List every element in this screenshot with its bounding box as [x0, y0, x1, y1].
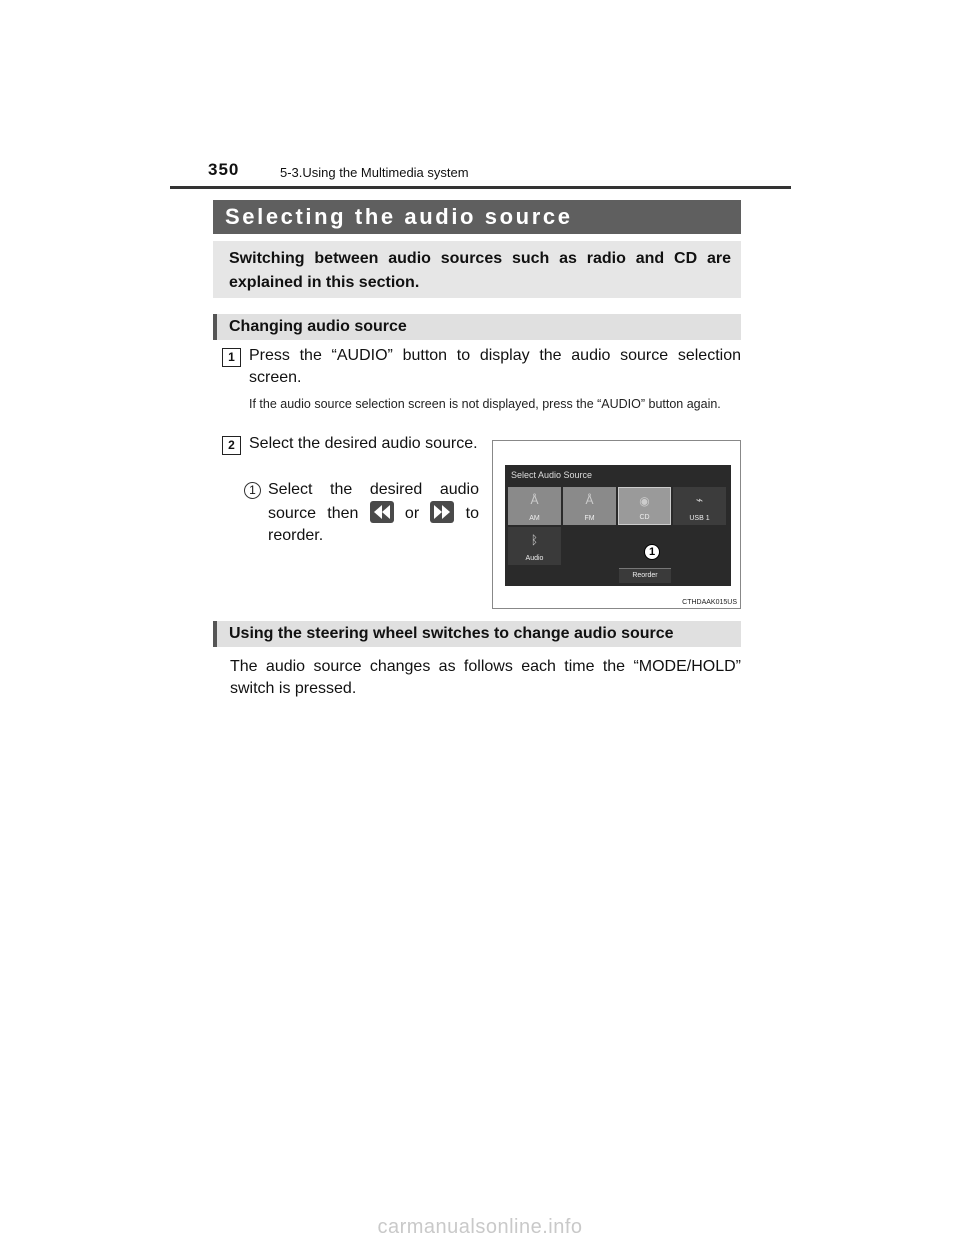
- section-heading-steering-wheel: [213, 621, 741, 647]
- watermark: carmanualsonline.info: [377, 1216, 583, 1238]
- page-number: 350: [208, 160, 240, 179]
- tile-label: Audio: [525, 555, 544, 562]
- step-1-text: Press the “AUDIO” button to display the audio source selection screen.: [249, 347, 741, 386]
- rewind-icon: [370, 501, 394, 523]
- tile-cd: [618, 487, 671, 525]
- substep-text-or: or: [404, 505, 420, 522]
- section-heading-text: Using the steering wheel switches to change audio source: [229, 625, 674, 642]
- disc-icon: ◉: [639, 494, 650, 508]
- running-header: 5-3.Using the Multimedia system: [280, 165, 469, 180]
- tile-label: FM: [584, 515, 595, 522]
- heading-bar: [213, 314, 217, 340]
- step-number-2: 2: [222, 436, 241, 455]
- antenna-icon: Å: [585, 493, 594, 507]
- step-2-text: Select the desired audio source.: [249, 435, 478, 452]
- reorder-button: Reorder: [619, 568, 671, 583]
- audio-source-screen: [505, 465, 731, 586]
- substep-text: [268, 479, 479, 547]
- bluetooth-icon: ᛒ: [530, 533, 539, 547]
- usb-icon: ⌁: [695, 493, 704, 507]
- tile-label: CD: [639, 514, 650, 521]
- antenna-icon: Å: [530, 493, 539, 507]
- intro-text: Switching between audio sources such as radio and CD are explained in this section.: [229, 250, 731, 291]
- intro-box: [213, 241, 741, 298]
- fast-forward-icon: [430, 501, 454, 523]
- figure-callout-1: 1: [644, 544, 660, 560]
- title-bar: [213, 200, 741, 234]
- screen-title: Select Audio Source: [511, 470, 593, 480]
- step-1-note: If the audio source selection screen is not displayed, press the “AUDIO” button again.: [249, 397, 721, 411]
- header-rule: [170, 186, 791, 189]
- substep-text-after: to reorder.: [268, 505, 479, 544]
- tile-label: AM: [529, 515, 540, 522]
- step-number-1: 1: [222, 348, 241, 367]
- figure-id: CTHDAAK015US: [682, 599, 737, 606]
- section-2-text: The audio source changes as follows each time the “MODE/HOLD” switch is pressed.: [230, 658, 741, 697]
- section-heading-changing-audio-source: [213, 314, 741, 340]
- heading-bar: [213, 621, 217, 647]
- tile-usb1: [673, 487, 726, 525]
- section-heading-text: Changing audio source: [229, 318, 407, 335]
- tile-bluetooth-audio: [508, 527, 561, 565]
- tile-fm: [563, 487, 616, 525]
- substep-text-before: Select the desired audio source then: [268, 481, 479, 522]
- tile-label: USB 1: [689, 515, 710, 522]
- substep-number-1: 1: [244, 482, 261, 499]
- tile-am: [508, 487, 561, 525]
- page-title: Selecting the audio source: [225, 204, 573, 229]
- screen-figure: [492, 440, 741, 609]
